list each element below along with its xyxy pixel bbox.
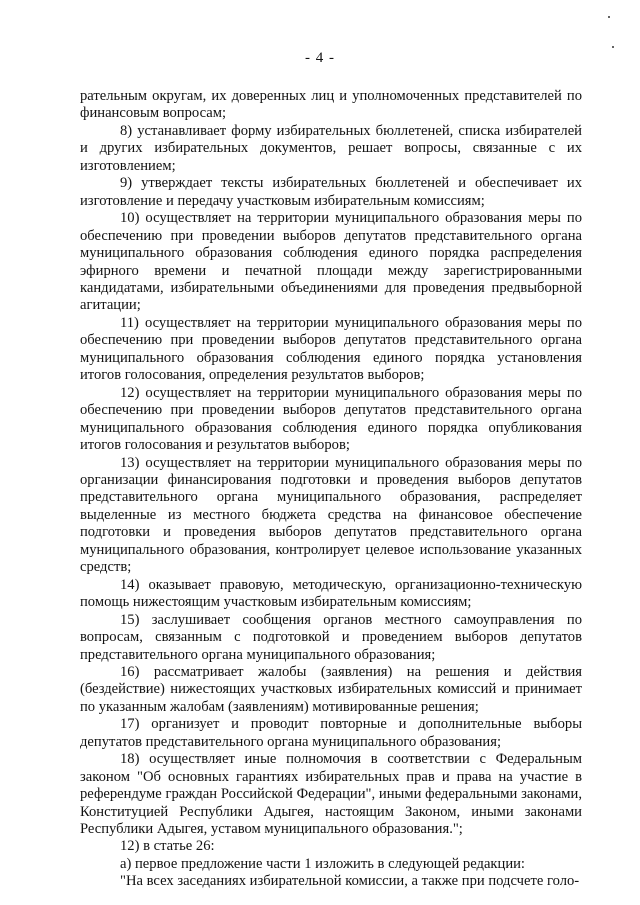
- paragraph-quoted-text: "На всех заседаниях избирательной комиссии, а также при подсчете голо-: [120, 873, 580, 890]
- paragraph-item-9: 9) утверждает тексты избирательных бюллетеней и обеспечивает их изготовление и передачу участковым избирательным комиссиям;: [80, 175, 582, 209]
- paragraph-item-15: 15) заслушивает сообщения органов местного самоуправления по вопросам, связанным с подготовкой и проведением выборов депутатов представительного органа муниципального образования;: [80, 611, 582, 663]
- scan-speck: [612, 46, 614, 48]
- paragraph-item-12: 12) осуществляет на территории муниципального образования меры по обеспечению при проведении выборов депутатов представительного органа муниципального образования соблюдения единого порядка опубликования итогов голосования и результатов выборов;: [80, 384, 582, 454]
- paragraph-subitem-a: а) первое предложение части 1 изложить в следующей редакции:: [120, 855, 525, 872]
- paragraph-item-16: 16) рассматривает жалобы (заявления) на решения и действия (бездействие) нижестоящих участковых избирательных комиссий и принимает по указанным жалобам (заявлениям) мотивированные решения;: [80, 663, 582, 715]
- paragraph-item-13: 13) осуществляет на территории муниципального образования меры по организации финансирования подготовки и проведения выборов депутатов представительного органа муниципального образования, распределяет выделенные из местного бюджета средства на финансовое обеспечение подготовки и проведения выборов депутатов представительного органа муниципального образования, контролирует целевое использование указанных средств;: [80, 454, 582, 576]
- paragraph-item-18: 18) осуществляет иные полномочия в соответствии с Федеральным законом "Об основных гарантиях избирательных прав и права на участие в референдуме граждан Российской Федерации", иными федеральными законами, Конституцией Республики Адыгея, настоящим Законом, иными законами Республики Адыгея, уставом муниципального образования.";: [80, 751, 582, 838]
- paragraph-item-8: 8) устанавливает форму избирательных бюллетеней, списка избирателей и других избирательных документов, решает вопросы, связанные с их изготовлением;: [80, 122, 582, 174]
- paragraph-continuation: рательным округам, их доверенных лиц и уполномоченных представителей по финансовым вопросам;: [80, 88, 582, 122]
- page-number: - 4 -: [305, 50, 335, 66]
- paragraph-article-26: 12) в статье 26:: [120, 838, 215, 855]
- scan-speck: [608, 16, 610, 18]
- paragraph-item-14: 14) оказывает правовую, методическую, организационно-техническую помощь нижестоящим участковым избирательным комиссиям;: [80, 576, 582, 611]
- paragraph-item-11: 11) осуществляет на территории муниципального образования меры по обеспечению при проведении выборов депутатов представительного органа муниципального образования соблюдения единого порядка установления итогов голосования, определения результатов выборов;: [80, 314, 582, 384]
- paragraph-item-17: 17) организует и проводит повторные и дополнительные выборы депутатов представительного органа муниципального образования;: [80, 716, 582, 750]
- paragraph-item-10: 10) осуществляет на территории муниципального образования меры по обеспечению при проведении выборов депутатов представительного органа муниципального образования соблюдения единого порядка распределения эфирного времени и печатной площади между зарегистрированными кандидатами, избирательными объединениями для проведения предвыборной агитации;: [80, 210, 582, 314]
- document-body: [80, 88, 582, 891]
